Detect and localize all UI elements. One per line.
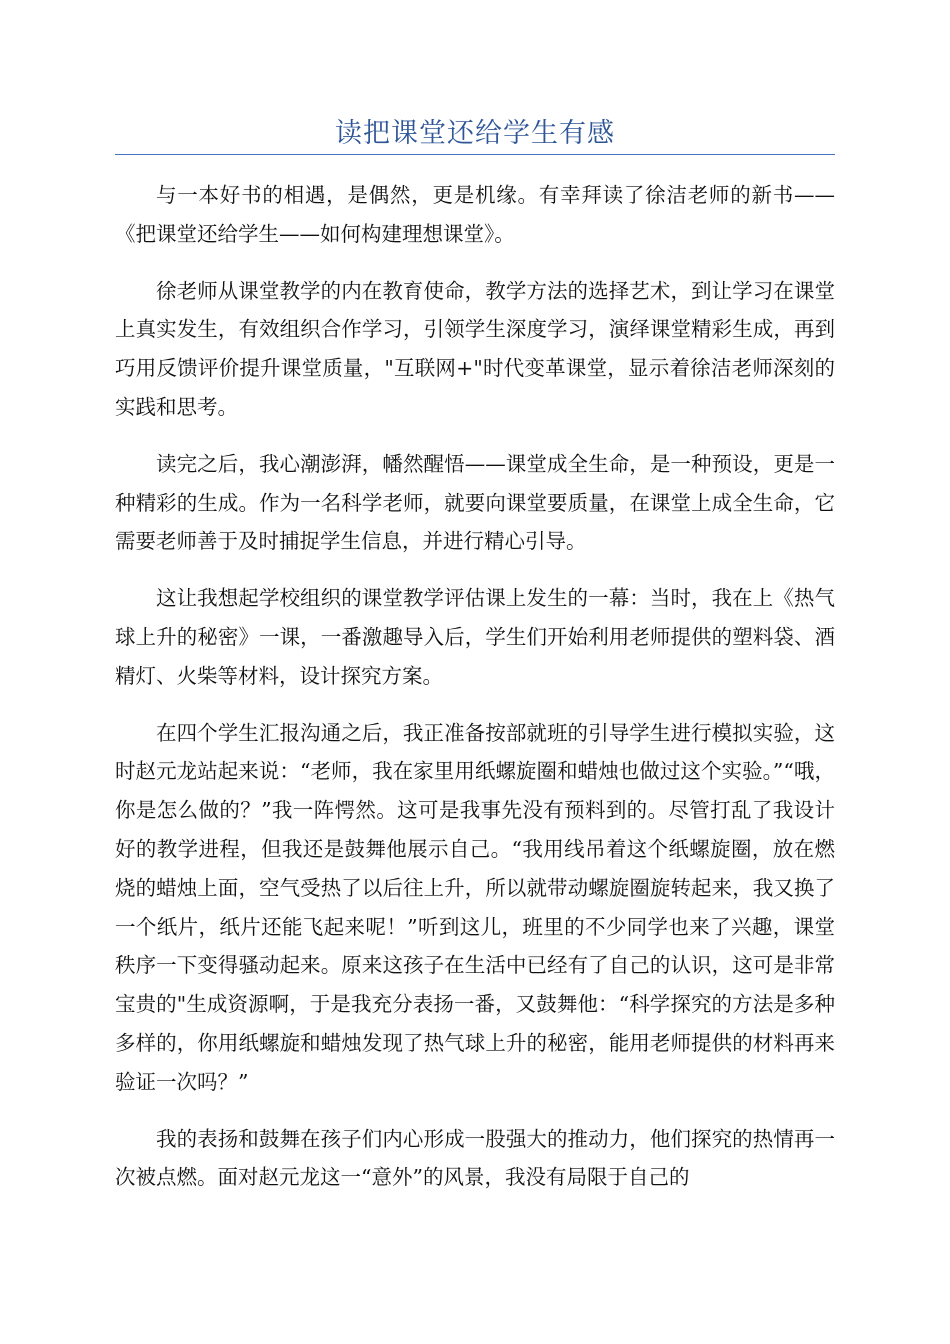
- paragraph-6: 我的表扬和鼓舞在孩子们内心形成一股强大的推动力，他们探究的热情再一次被点燃。面对赵元龙这一“意外”的风景，我没有局限于自己的: [115, 1126, 835, 1190]
- paragraph-4: 这让我想起学校组织的课堂教学评估课上发生的一幕：当时，我在上《热气球上升的秘密》一课，一番激趣导入后，学生们开始利用老师提供的塑料袋、酒精灯、火柴等材料，设计探究方案。: [115, 586, 835, 688]
- paragraph-3: 读完之后，我心潮澎湃，幡然醒悟——课堂成全生命，是一种预设，更是一种精彩的生成。作为一名科学老师，就要向课堂要质量，在课堂上成全生命，它需要老师善于及时捕捉学生信息，并进行精心引导。: [115, 451, 835, 554]
- paragraph-1: 与一本好书的相遇，是偶然，更是机缘。有幸拜读了徐洁老师的新书——《把课堂还给学生——如何构建理想课堂》。: [115, 183, 835, 246]
- paragraph-2: 徐老师从课堂教学的内在教育使命，教学方法的选择艺术，到让学习在课堂上真实发生，有效组织合作学习，引领学生深度学习，演绎课堂精彩生成，再到巧用反馈评价提升课堂质量，"互联网+"时代变革课堂，显示着徐洁老师深刻的实践和思考。: [115, 278, 835, 419]
- document-body: [115, 176, 835, 1215]
- title-underline: [115, 154, 835, 155]
- paragraph-5: 在四个学生汇报沟通之后，我正准备按部就班的引导学生进行模拟实验，这时赵元龙站起来说：“老师，我在家里用纸螺旋圈和蜡烛也做过这个实验。”“哦，你是怎么做的？”我一阵愕然。这可是我事先没有预料到的。尽管打乱了我设计好的教学进程，但我还是鼓舞他展示自己。“我用线吊着这个纸螺旋圈，放在燃烧的蜡烛上面，空气受热了以后往上升，所以就带动螺旋圈旋转起来，我又换了一个纸片，纸片还能飞起来呢！”听到这儿，班里的不少同学也来了兴趣，课堂秩序一下变得骚动起来。原来这孩子在生活中已经有了自己的认识，这可是非常宝贵的"生成资源啊，于是我充分表扬一番，又鼓舞他：“科学探究的方法是多种多样的，你用纸螺旋和蜡烛发现了热气球上升的秘密，能用老师提供的材料再来验证一次吗？”: [115, 720, 835, 1094]
- document-title: 读把课堂还给学生有感: [335, 118, 615, 149]
